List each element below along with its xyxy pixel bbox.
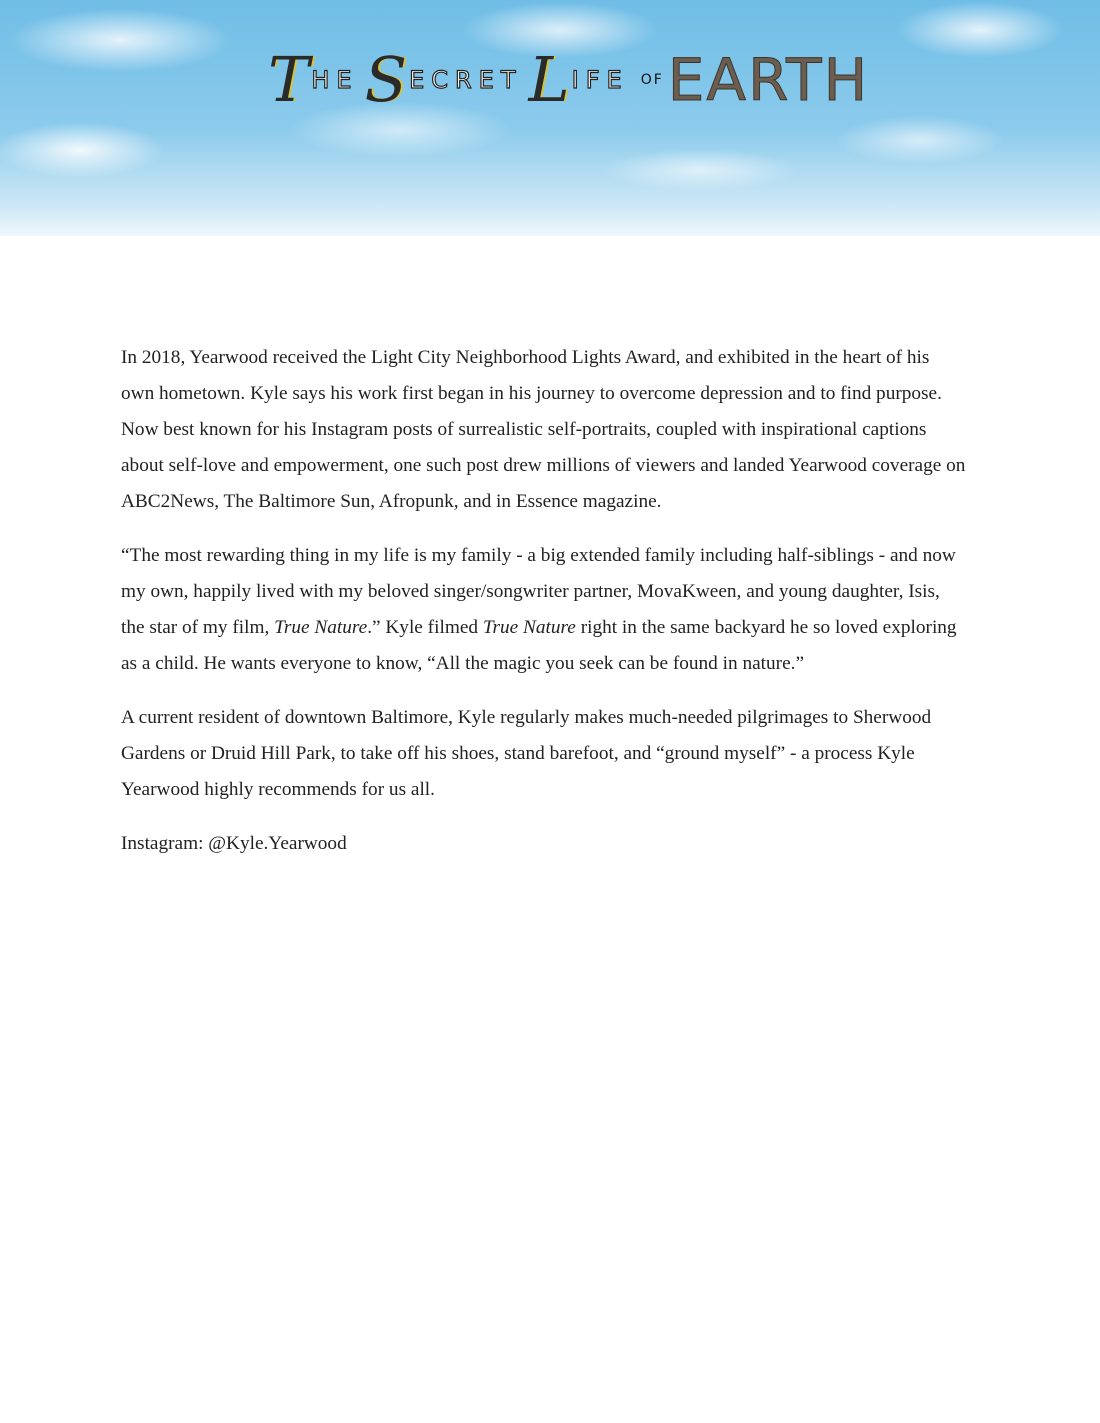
instagram-handle: Instagram: @Kyle.Yearwood (121, 833, 347, 854)
text: .” Kyle filmed (367, 617, 483, 638)
logo-letters: ECRET (409, 66, 523, 94)
film-title: True Nature (274, 617, 368, 638)
film-title: True Nature (482, 617, 576, 638)
logo-letter: T (268, 43, 310, 116)
paragraph-baltimore: A current resident of downtown Baltimore, Kyle regularly makes much-needed pilgrimages to Sherwood Gardens or Druid Hill Park, to take off his shoes, stand barefoot, and “ground myself” - a process Kyle Yearwood highly recommends for us all. (121, 707, 932, 800)
text: right in the same backyard he so loved exploring as a child. He wants everyone to know, “All the magic you seek can be found in nature.” (121, 617, 957, 674)
logo (268, 44, 869, 116)
logo-letters: IFE (571, 66, 629, 94)
article-body (121, 340, 966, 880)
logo-earth: EARTH (667, 46, 870, 114)
logo-letters: HE (311, 66, 359, 94)
sky-banner (0, 0, 1100, 236)
logo-of: OF (640, 72, 664, 88)
logo-letter: S (364, 43, 408, 116)
paragraph-award: In 2018, Yearwood received the Light City Neighborhood Lights Award, and exhibited in the heart of his own hometown. Kyle says his work first began in his journey to overcome depression and to find purpose. Now best known for his Instagram posts of surrealistic self-portraits, coupled with inspirational captions about self-love and empowerment, one such post drew millions of viewers and landed Yearwood coverage on ABC2News, The Baltimore Sun, Afropunk, and in Essence magazine. (121, 347, 966, 512)
logo-letter: L (528, 43, 570, 116)
paragraph-family (121, 538, 966, 682)
text: “The most rewarding thing in my life is my family - a big extended family including half-siblings - and now my own, happily lived with my beloved singer/songwriter partner, MovaKween, and young daughter, Isis, the star of my film, (121, 545, 956, 638)
